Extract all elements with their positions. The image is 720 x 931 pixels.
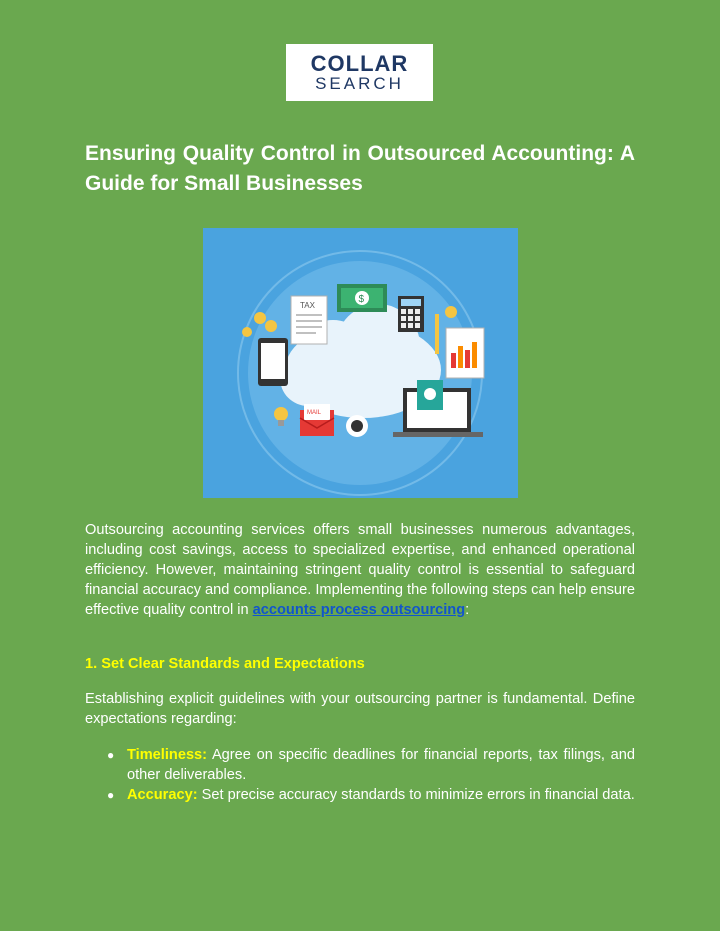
laptop-shopping-icon bbox=[393, 380, 483, 437]
svg-text:$: $ bbox=[358, 294, 365, 305]
pencil-icon bbox=[435, 314, 439, 354]
calculator-icon bbox=[398, 296, 424, 332]
accounts-process-outsourcing-link[interactable]: accounts process outsourcing bbox=[252, 602, 466, 618]
collar-search-logo bbox=[286, 44, 433, 101]
mail-envelope-icon bbox=[300, 404, 334, 436]
list-item: ● Accuracy: Set precise accuracy standards to minimize errors in financial data. bbox=[107, 787, 635, 803]
banknote-icon bbox=[337, 284, 387, 312]
expectations-list bbox=[85, 745, 635, 805]
logo-line1: COLLAR bbox=[310, 50, 409, 76]
intro-paragraph: Outsourcing accounting services offers small businesses numerous advantages, including cost savings, access to specialized expertise, and enhanced operational efficiency. However, maintaining stringent quality control is essential to safeguard financial accuracy and compliance. Implementing the following steps can help ensure effective quality control in accounts process outsourcing: bbox=[85, 522, 636, 618]
section-heading: 1. Set Clear Standards and Expectations bbox=[85, 656, 365, 672]
list-item: ● Timeliness: Agree on specific deadlines for financial reports, tax filings, and other deliverables. bbox=[107, 747, 635, 783]
bar-chart-document-icon bbox=[446, 328, 484, 378]
section-paragraph: Establishing explicit guidelines with your outsourcing partner is fundamental. Define expectations regarding: bbox=[85, 691, 635, 727]
tax-document-icon bbox=[291, 296, 327, 344]
bullet-icon: ● bbox=[107, 788, 115, 802]
logo-line2: SEARCH bbox=[315, 73, 404, 93]
bullet-icon: ● bbox=[107, 748, 115, 762]
page-title: Ensuring Quality Control in Outsourced Accounting: A Guide for Small Businesses bbox=[85, 142, 635, 195]
tablet-icon bbox=[258, 338, 288, 386]
cloud-accounting-illustration bbox=[203, 228, 518, 498]
svg-text:MAIL: MAIL bbox=[307, 410, 322, 416]
hero-illustration bbox=[203, 228, 518, 498]
webcam-icon bbox=[346, 415, 368, 437]
svg-text:TAX: TAX bbox=[300, 301, 315, 310]
